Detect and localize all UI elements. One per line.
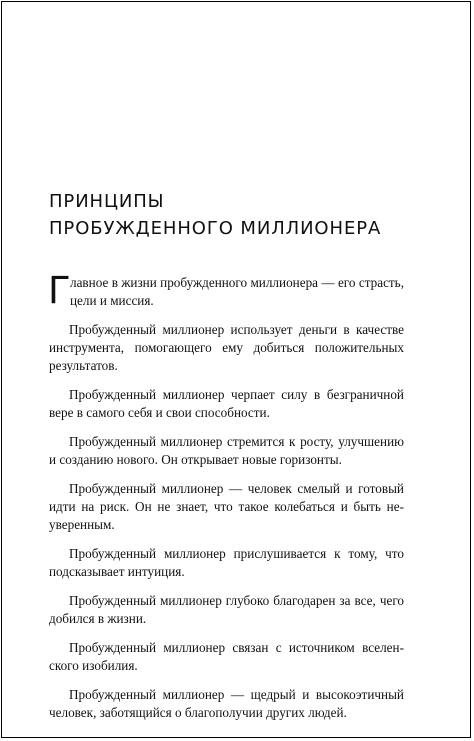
principles-list	[48, 269, 404, 733]
principle-paragraph: Пробужденный миллионер — человек смелый и готовый идти на риск. Он не знает, что такое колебаться и быть неуверенным.	[49, 481, 404, 532]
chapter-title	[49, 188, 449, 242]
chapter-title-line-1: ПРИНЦИПЫ	[49, 191, 165, 212]
principle-paragraph: Пробужденный миллионер черпает силу в безграничной вере в самого себя и свои способности.	[49, 387, 404, 420]
book-page	[1, 1, 471, 738]
principle-paragraph: Пробужденный миллионер глубоко благодарен за все, чего добился в жизни.	[49, 593, 404, 626]
principle-paragraph: Пробужденный миллионер прислушивается к тому, что подсказывает интуиция.	[49, 546, 404, 579]
principle-paragraph: Пробужденный миллионер стремится к росту, улучшению и созданию нового. Он открывает новые горизонты.	[49, 434, 404, 467]
principle-paragraph: Пробужденный миллионер использует деньги в качестве инструмента, помогающего ему добиться положительных результатов.	[49, 322, 404, 373]
drop-cap: Г	[48, 269, 71, 312]
principle-intro-text: лавное в жизни пробужденного миллионера — его страсть, цели и миссия.	[70, 275, 404, 308]
principle-paragraph-intro	[48, 269, 404, 312]
chapter-title-line-2: ПРОБУЖДЕННОГО МИЛЛИОНЕРА	[49, 218, 382, 239]
principle-paragraph: Пробужденный миллионер связан с источником вселенского изобилия.	[49, 640, 404, 673]
principle-paragraph: Пробужденный миллионер — щедрый и высокоэтичный человек, заботящийся о благополучии других людей.	[49, 687, 404, 720]
